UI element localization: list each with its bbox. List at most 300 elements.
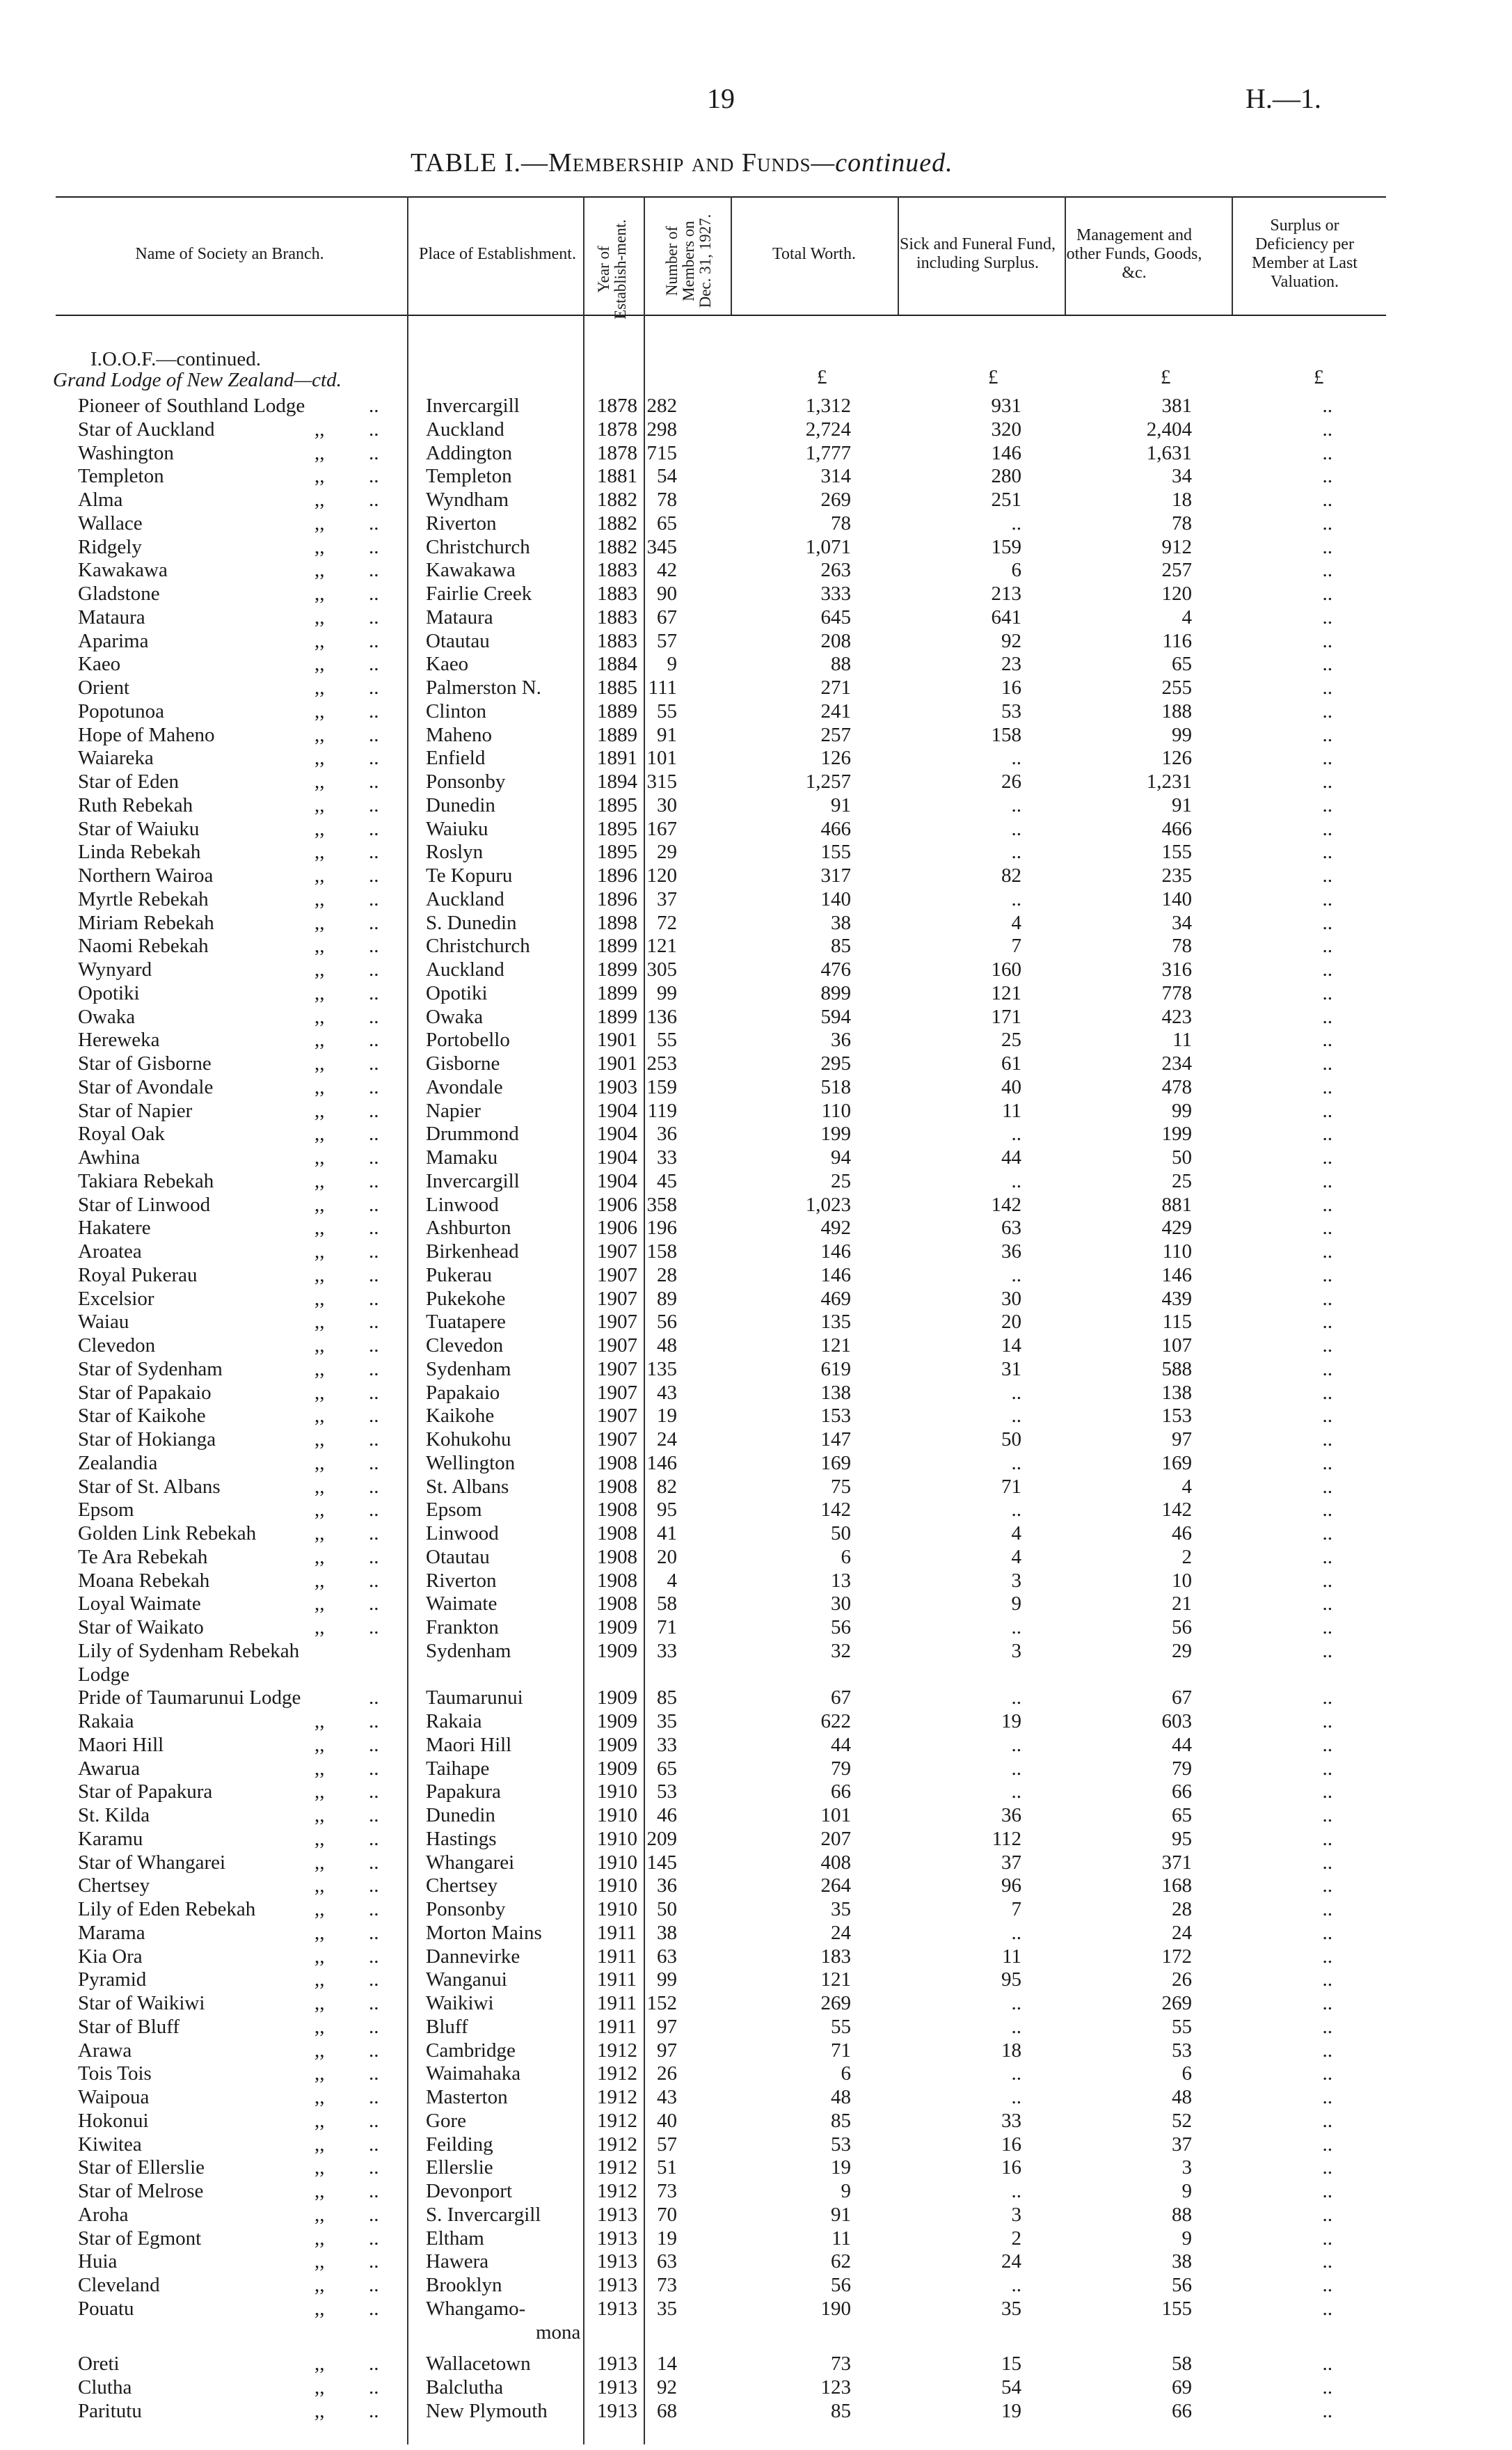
- place-of-establishment: Maori Hill: [426, 1734, 512, 1756]
- sick-funeral-fund: 171: [991, 1006, 1021, 1028]
- leader-dots: ..: [369, 770, 379, 793]
- place-of-establishment: Christchurch: [426, 935, 530, 957]
- member-count: 99: [657, 982, 677, 1004]
- table-row: [0, 1122, 1512, 1146]
- sick-funeral-fund: 158: [991, 724, 1021, 746]
- society-name: Hokonui: [78, 2110, 149, 2132]
- table-row: [0, 2015, 1512, 2039]
- total-worth: 48: [831, 2086, 851, 2108]
- column-rule: [1232, 196, 1233, 315]
- place-of-establishment: Clinton: [426, 700, 487, 722]
- year-established: 1904: [597, 1170, 637, 1192]
- sick-funeral-fund: ..: [1011, 747, 1021, 769]
- surplus-deficiency: ..: [1322, 1592, 1332, 1615]
- year-established: 1912: [597, 2110, 637, 2132]
- management-funds: 52: [1172, 2110, 1192, 2132]
- surplus-deficiency: ..: [1322, 489, 1332, 511]
- society-name: Star of Whangarei: [78, 1851, 226, 1874]
- total-worth: 85: [831, 2110, 851, 2132]
- ditto-mark: ,,: [315, 606, 325, 629]
- sick-funeral-fund: 96: [1001, 1874, 1021, 1897]
- place-continuation: mona: [536, 2321, 581, 2344]
- sick-funeral-fund: 14: [1001, 1334, 1021, 1357]
- management-funds: 99: [1172, 1100, 1192, 1122]
- member-count: 196: [646, 1217, 677, 1239]
- leader-dots: ..: [369, 630, 379, 652]
- society-name: Star of Papakaio: [78, 1382, 212, 1404]
- place-of-establishment: Waikiwi: [426, 1992, 494, 2014]
- surplus-deficiency: ..: [1322, 2250, 1332, 2273]
- sick-funeral-fund: ..: [1011, 1123, 1021, 1145]
- leader-dots: ..: [369, 1288, 379, 1310]
- table-row: [0, 1005, 1512, 1029]
- sick-funeral-fund: 641: [991, 606, 1021, 629]
- society-name: Waiareka: [78, 747, 154, 769]
- place-of-establishment: Gisborne: [426, 1052, 500, 1075]
- member-count: 345: [646, 536, 677, 558]
- total-worth: 44: [831, 1734, 851, 1756]
- leader-dots: ..: [369, 583, 379, 605]
- leader-dots: ..: [369, 1240, 379, 1263]
- member-count: 33: [657, 1146, 677, 1169]
- sick-funeral-fund: 19: [1001, 2400, 1021, 2422]
- table-title-suffix: —continued.: [811, 148, 953, 177]
- surplus-deficiency: ..: [1322, 1334, 1332, 1357]
- member-count: 38: [657, 1922, 677, 1944]
- table-row: [0, 700, 1512, 723]
- total-worth: 269: [820, 489, 851, 511]
- sick-funeral-fund: 25: [1001, 1029, 1021, 1051]
- management-funds: 34: [1172, 465, 1192, 487]
- place-of-establishment: Taumarunui: [426, 1686, 523, 1709]
- sick-funeral-fund: 142: [991, 1194, 1021, 1216]
- management-funds: 97: [1172, 1428, 1192, 1451]
- ditto-mark: ,,: [315, 1570, 325, 1592]
- sick-funeral-fund: 16: [1001, 677, 1021, 699]
- place-of-establishment: Hastings: [426, 1828, 497, 1850]
- management-funds: 58: [1172, 2353, 1192, 2375]
- table-row: [0, 2250, 1512, 2273]
- sick-funeral-fund: 82: [1001, 864, 1021, 887]
- table-row: [0, 488, 1512, 512]
- sick-funeral-fund: 33: [1001, 2110, 1021, 2132]
- society-name: Zealandia: [78, 1452, 158, 1474]
- table-row: [0, 911, 1512, 935]
- ditto-mark: ,,: [315, 1804, 325, 1826]
- management-funds: 2,404: [1146, 418, 1192, 441]
- sick-funeral-fund: ..: [1011, 512, 1021, 535]
- sick-funeral-fund: 159: [991, 536, 1021, 558]
- society-name: Pioneer of Southland Lodge: [78, 395, 305, 417]
- year-established: 1910: [597, 1780, 637, 1803]
- member-count: 136: [646, 1006, 677, 1028]
- year-established: 1909: [597, 1686, 637, 1709]
- total-worth: 1,071: [805, 536, 851, 558]
- ditto-mark: ,,: [315, 1428, 325, 1451]
- sick-funeral-fund: ..: [1011, 841, 1021, 863]
- table-title-prefix: TABLE I.—: [411, 148, 549, 177]
- total-worth: 35: [831, 1898, 851, 1920]
- total-worth: 66: [831, 1780, 851, 1803]
- management-funds: 38: [1172, 2250, 1192, 2273]
- ditto-mark: ,,: [315, 2204, 325, 2226]
- management-funds: 381: [1161, 395, 1192, 417]
- management-funds: 55: [1172, 2016, 1192, 2038]
- place-of-establishment: Devonport: [426, 2180, 513, 2202]
- leader-dots: ..: [369, 841, 379, 863]
- member-count: 33: [657, 1734, 677, 1756]
- society-name: Ridgely: [78, 536, 142, 558]
- leader-dots: ..: [369, 1170, 379, 1192]
- year-established: 1907: [597, 1240, 637, 1263]
- leader-dots: ..: [369, 1898, 379, 1920]
- column-rule: [731, 196, 732, 315]
- sick-funeral-fund: 36: [1001, 1804, 1021, 1826]
- total-worth: 6: [841, 2062, 851, 2085]
- society-name: Oreti: [78, 2353, 120, 2375]
- surplus-deficiency: ..: [1322, 724, 1332, 746]
- place-of-establishment: Portobello: [426, 1029, 510, 1051]
- member-count: 28: [657, 1264, 677, 1286]
- year-established: 1895: [597, 794, 637, 816]
- management-funds: 11: [1172, 1029, 1192, 1051]
- place-of-establishment: Clevedon: [426, 1334, 504, 1357]
- surplus-deficiency: ..: [1322, 1123, 1332, 1145]
- place-of-establishment: Morton Mains: [426, 1922, 542, 1944]
- year-established: 1907: [597, 1358, 637, 1380]
- society-name: Popotunoa: [78, 700, 165, 722]
- member-count: 73: [657, 2274, 677, 2296]
- management-funds: 37: [1172, 2133, 1192, 2156]
- total-worth: 263: [820, 559, 851, 581]
- place-of-establishment: Invercargill: [426, 395, 520, 417]
- society-name: Tois Tois: [78, 2062, 152, 2085]
- place-of-establishment: Otautau: [426, 630, 490, 652]
- surplus-deficiency: ..: [1322, 1968, 1332, 1991]
- place-of-establishment: Te Kopuru: [426, 864, 513, 887]
- surplus-deficiency: ..: [1322, 1476, 1332, 1498]
- year-established: 1910: [597, 1828, 637, 1850]
- society-name: Moana Rebekah: [78, 1570, 210, 1592]
- surplus-deficiency: ..: [1322, 1780, 1332, 1803]
- table-row: [0, 1099, 1512, 1123]
- sick-funeral-fund: ..: [1011, 1382, 1021, 1404]
- place-of-establishment: Ellerslie: [426, 2156, 493, 2179]
- place-of-establishment: Sydenham: [426, 1640, 511, 1662]
- leader-dots: ..: [369, 1334, 379, 1357]
- total-worth: 32: [831, 1640, 851, 1662]
- management-funds: 255: [1161, 677, 1192, 699]
- column-header-mgmt: Management and other Funds, Goods, &c.: [1066, 226, 1202, 282]
- place-of-establishment: Papakaio: [426, 1382, 500, 1404]
- ditto-mark: ,,: [315, 1100, 325, 1122]
- table-row: [0, 2227, 1512, 2250]
- management-funds: 4: [1181, 1476, 1192, 1498]
- year-established: 1907: [597, 1264, 637, 1286]
- total-worth: 25: [831, 1170, 851, 1192]
- ditto-mark: ,,: [315, 1922, 325, 1944]
- total-worth: 155: [820, 841, 851, 863]
- total-worth: 11: [831, 2227, 851, 2250]
- ditto-mark: ,,: [315, 2180, 325, 2202]
- surplus-deficiency: ..: [1322, 606, 1332, 629]
- year-established: 1885: [597, 677, 637, 699]
- year-established: 1908: [597, 1499, 637, 1521]
- sick-funeral-fund: 20: [1001, 1311, 1021, 1333]
- ditto-mark: ,,: [315, 1076, 325, 1098]
- management-funds: 588: [1161, 1358, 1192, 1380]
- table-row: [0, 1945, 1512, 1968]
- year-established: 1913: [597, 2376, 637, 2398]
- member-count: 54: [657, 465, 677, 487]
- management-funds: 603: [1161, 1710, 1192, 1732]
- ditto-mark: ,,: [315, 1546, 325, 1568]
- surplus-deficiency: ..: [1322, 1851, 1332, 1874]
- year-established: 1907: [597, 1288, 637, 1310]
- member-count: 298: [646, 418, 677, 441]
- surplus-deficiency: ..: [1322, 559, 1332, 581]
- place-of-establishment: Ponsonby: [426, 1898, 506, 1920]
- place-of-establishment: Napier: [426, 1100, 481, 1122]
- year-established: 1913: [597, 2250, 637, 2273]
- society-name: Pouatu: [78, 2298, 134, 2320]
- member-count: 26: [657, 2062, 677, 2085]
- leader-dots: ..: [369, 724, 379, 746]
- table-row: [0, 864, 1512, 887]
- leader-dots: ..: [369, 489, 379, 511]
- table-row: [0, 1451, 1512, 1475]
- sick-funeral-fund: 7: [1011, 935, 1021, 957]
- year-established: 1910: [597, 1898, 637, 1920]
- member-count: 85: [657, 1686, 677, 1709]
- society-name: Hope of Maheno: [78, 724, 215, 746]
- place-of-establishment: Wyndham: [426, 489, 509, 511]
- member-count: 305: [646, 958, 677, 981]
- management-funds: 423: [1161, 1006, 1192, 1028]
- member-count: 35: [657, 2298, 677, 2320]
- table-row: [0, 2352, 1512, 2376]
- total-worth: 207: [820, 1828, 851, 1850]
- management-funds: 168: [1161, 1874, 1192, 1897]
- total-worth: 121: [820, 1334, 851, 1357]
- sick-funeral-fund: 36: [1001, 1240, 1021, 1263]
- surplus-deficiency: ..: [1322, 2086, 1332, 2108]
- leader-dots: ..: [369, 1592, 379, 1615]
- member-count: 46: [657, 1804, 677, 1826]
- surplus-deficiency: ..: [1322, 2274, 1332, 2296]
- ditto-mark: ,,: [315, 2250, 325, 2273]
- place-of-establishment: Palmerston N.: [426, 677, 541, 699]
- ditto-mark: ,,: [315, 2156, 325, 2179]
- management-funds: 155: [1161, 2298, 1192, 2320]
- society-name: Star of Egmont: [78, 2227, 202, 2250]
- year-established: 1883: [597, 606, 637, 629]
- table-row: [0, 958, 1512, 981]
- column-header-sick: Sick and Funeral Fund, including Surplus.: [900, 235, 1056, 272]
- year-established: 1912: [597, 2180, 637, 2202]
- leader-dots: ..: [369, 700, 379, 722]
- year-established: 1913: [597, 2227, 637, 2250]
- society-name: Star of Hokianga: [78, 1428, 216, 1451]
- year-established: 1881: [597, 465, 637, 487]
- table-row: [0, 2109, 1512, 2133]
- total-worth: 408: [820, 1851, 851, 1874]
- surplus-deficiency: ..: [1322, 1686, 1332, 1709]
- sick-funeral-fund: 31: [1001, 1358, 1021, 1380]
- year-established: 1907: [597, 1405, 637, 1427]
- total-worth: 53: [831, 2133, 851, 2156]
- leader-dots: ..: [369, 442, 379, 464]
- member-count: 65: [657, 1757, 677, 1780]
- ditto-mark: ,,: [315, 2133, 325, 2156]
- place-of-establishment: Chertsey: [426, 1874, 498, 1897]
- year-established: 1882: [597, 489, 637, 511]
- sick-funeral-fund: 19: [1001, 1710, 1021, 1732]
- society-name: Karamu: [78, 1828, 143, 1850]
- society-name: Orient: [78, 677, 130, 699]
- sick-funeral-fund: 30: [1001, 1288, 1021, 1310]
- year-established: 1911: [597, 2016, 637, 2038]
- society-name: Miriam Rebekah: [78, 912, 214, 934]
- society-name: Kawakawa: [78, 559, 168, 581]
- year-established: 1907: [597, 1311, 637, 1333]
- place-of-establishment: Eltham: [426, 2227, 484, 2250]
- management-funds: 142: [1161, 1499, 1192, 1521]
- ditto-mark: ,,: [315, 630, 325, 652]
- total-worth: 594: [820, 1006, 851, 1028]
- member-count: 67: [657, 606, 677, 629]
- surplus-deficiency: ..: [1322, 2376, 1332, 2398]
- total-worth: 146: [820, 1240, 851, 1263]
- management-funds: 110: [1162, 1240, 1192, 1263]
- place-of-establishment: Waiuku: [426, 818, 488, 840]
- leader-dots: ..: [369, 1828, 379, 1850]
- management-funds: 66: [1172, 1780, 1192, 1803]
- society-name: Star of Napier: [78, 1100, 193, 1122]
- sick-funeral-fund: 71: [1001, 1476, 1021, 1498]
- society-name: Star of Kaikohe: [78, 1405, 206, 1427]
- ditto-mark: ,,: [315, 1710, 325, 1732]
- table-row: [0, 1475, 1512, 1499]
- leader-dots: ..: [369, 1616, 379, 1638]
- surplus-deficiency: ..: [1322, 1992, 1332, 2014]
- place-of-establishment: Frankton: [426, 1616, 499, 1638]
- sick-funeral-fund: 4: [1011, 1546, 1021, 1568]
- year-established: 1908: [597, 1452, 637, 1474]
- management-funds: 3: [1181, 2156, 1192, 2179]
- sick-funeral-fund: 4: [1011, 1522, 1021, 1544]
- management-funds: 371: [1161, 1851, 1192, 1874]
- table-row: [0, 1851, 1512, 1874]
- year-established: 1883: [597, 583, 637, 605]
- total-worth: 269: [820, 1992, 851, 2014]
- table-row: [0, 2179, 1512, 2203]
- management-funds: 778: [1161, 982, 1192, 1004]
- table-row: [0, 1780, 1512, 1803]
- leader-dots: ..: [369, 1006, 379, 1028]
- member-count: 101: [646, 747, 677, 769]
- member-count: 159: [646, 1076, 677, 1098]
- ditto-mark: ,,: [315, 1757, 325, 1780]
- ditto-mark: ,,: [315, 677, 325, 699]
- document-code: H.—1.: [1246, 83, 1321, 114]
- surplus-deficiency: ..: [1322, 1874, 1332, 1897]
- leader-dots: ..: [369, 1476, 379, 1498]
- year-established: 1913: [597, 2204, 637, 2226]
- surplus-deficiency: ..: [1322, 1616, 1332, 1638]
- sick-funeral-fund: 50: [1001, 1428, 1021, 1451]
- sick-funeral-fund: 37: [1001, 1851, 1021, 1874]
- ditto-mark: ,,: [315, 700, 325, 722]
- year-established: 1911: [597, 1992, 637, 2014]
- society-name: Lily of Sydenham Rebekah: [78, 1640, 300, 1662]
- ditto-mark: ,,: [315, 418, 325, 441]
- year-established: 1911: [597, 1968, 637, 1991]
- year-established: 1896: [597, 888, 637, 910]
- surplus-deficiency: ..: [1322, 1100, 1332, 1122]
- society-name: Star of Sydenham: [78, 1358, 223, 1380]
- ditto-mark: ,,: [315, 841, 325, 863]
- sick-funeral-fund: 95: [1001, 1968, 1021, 1991]
- society-name: Rakaia: [78, 1710, 134, 1732]
- place-of-establishment: Rakaia: [426, 1710, 482, 1732]
- year-established: 1898: [597, 912, 637, 934]
- total-worth: 110: [821, 1100, 851, 1122]
- sick-funeral-fund: ..: [1011, 1170, 1021, 1192]
- management-funds: 235: [1161, 864, 1192, 887]
- total-worth: 71: [831, 2039, 851, 2062]
- ditto-mark: ,,: [315, 2039, 325, 2062]
- sick-funeral-fund: 931: [991, 395, 1021, 417]
- ditto-mark: ,,: [315, 1146, 325, 1169]
- total-worth: 13: [831, 1570, 851, 1592]
- management-funds: 115: [1162, 1311, 1192, 1333]
- leader-dots: ..: [369, 2156, 379, 2179]
- leader-dots: ..: [369, 1264, 379, 1286]
- surplus-deficiency: ..: [1322, 958, 1332, 981]
- management-funds: 116: [1162, 630, 1192, 652]
- surplus-deficiency: ..: [1322, 1311, 1332, 1333]
- table-row: [0, 770, 1512, 793]
- surplus-deficiency: ..: [1322, 935, 1332, 957]
- year-established: 1903: [597, 1076, 637, 1098]
- leader-dots: ..: [369, 1757, 379, 1780]
- ditto-mark: ,,: [315, 2227, 325, 2250]
- management-funds: 79: [1172, 1757, 1192, 1780]
- management-funds: 29: [1172, 1640, 1192, 1662]
- ditto-mark: ,,: [315, 1194, 325, 1216]
- total-worth: 295: [820, 1052, 851, 1075]
- management-funds: 78: [1172, 935, 1192, 957]
- place-of-establishment: Invercargill: [426, 1170, 520, 1192]
- management-funds: 48: [1172, 2086, 1192, 2108]
- ditto-mark: ,,: [315, 1452, 325, 1474]
- leader-dots: ..: [369, 2298, 379, 2320]
- table-row: [0, 746, 1512, 770]
- sick-funeral-fund: 35: [1001, 2298, 1021, 2320]
- leader-dots: ..: [369, 1570, 379, 1592]
- member-count: 91: [657, 724, 677, 746]
- place-of-establishment: Whangarei: [426, 1851, 515, 1874]
- leader-dots: ..: [369, 1874, 379, 1897]
- place-of-establishment: Roslyn: [426, 841, 484, 863]
- surplus-deficiency: ..: [1322, 1499, 1332, 1521]
- place-of-establishment: Cambridge: [426, 2039, 516, 2062]
- member-count: 29: [657, 841, 677, 863]
- year-established: 1911: [597, 1922, 637, 1944]
- ditto-mark: ,,: [315, 1217, 325, 1239]
- total-worth: 67: [831, 1686, 851, 1709]
